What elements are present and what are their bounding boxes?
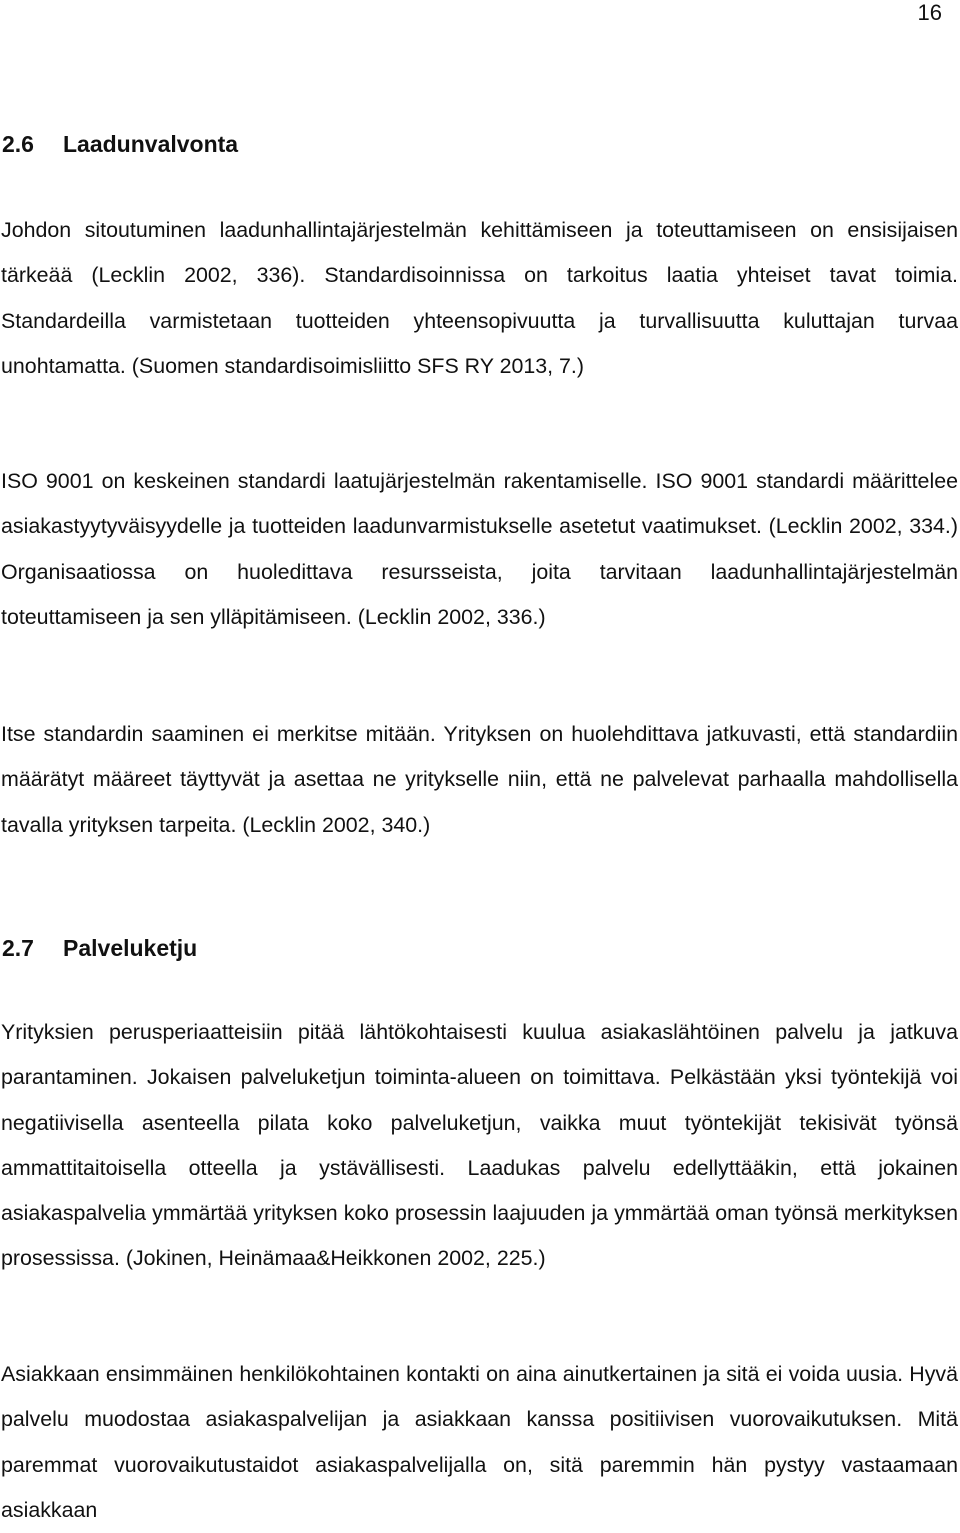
page-number: 16: [917, 0, 942, 25]
section-heading-laadunvalvonta: [2, 129, 238, 159]
paragraph: Johdon sitoutuminen laadunhallintajärjestelmän kehittämiseen ja toteuttamiseen on ensisijaisen tärkeää (Lecklin 2002, 336). Standardisoinnissa on tarkoitus laatia yhteiset tavat toimia. Standardeilla varmistetaan tuotteiden yhteensopivuutta ja turvallisuutta kuluttajan turvaa unohtamatta. (Suomen standardisoimisliitto SFS RY 2013, 7.): [1, 218, 958, 378]
section-number: 2.6: [2, 131, 34, 157]
paragraph: Asiakkaan ensimmäinen henkilökohtainen kontakti on aina ainutkertainen ja sitä ei voida uusia. Hyvä palvelu muodostaa asiakaspalvelijan ja asiakkaan kanssa positiivisen vuorovaikutuksen. Mitä paremmat vuorovaikutustaidot asiakaspalvelijalla on, sitä paremmin hän pystyy vastaamaan asiakkaan: [1, 1362, 958, 1522]
section-number: 2.7: [2, 935, 34, 961]
paragraph: Itse standardin saaminen ei merkitse mitään. Yrityksen on huolehdittava jatkuvasti, että standardiin määrätyt määreet täyttyvät ja asettaa ne yritykselle niin, että ne palvelevat parhaalla mahdollisella tavalla yrityksen tarpeita. (Lecklin 2002, 340.): [1, 722, 958, 837]
section-title: Laadunvalvonta: [63, 131, 239, 157]
section-heading-palveluketju: [2, 933, 197, 963]
paragraph: ISO 9001 on keskeinen standardi laatujärjestelmän rakentamiselle. ISO 9001 standardi määrittelee asiakastyytyväisyydelle ja tuotteiden laadunvarmistukselle asetetut vaatimukset. (Lecklin 2002, 334.) Organisaatiossa on huoledittava resursseista, joita tarvitaan laadunhallintajärjestelmän toteuttamiseen ja sen ylläpitämiseen. (Lecklin 2002, 336.): [1, 469, 958, 629]
section-title: Palveluketju: [63, 935, 198, 961]
paragraph: Yrityksien perusperiaatteisiin pitää lähtökohtaisesti kuulua asiakaslähtöinen palvelu ja jatkuva parantaminen. Jokaisen palveluketjun toiminta-alueen on toimittava. Pelkästään yksi työntekijä voi negatiivisella asenteella pilata koko palveluketjun, vaikka muut työntekijät tekisivät työnsä ammattitaitoisella otteella ja ystävällisesti. Laadukas palvelu edellyttääkin, että jokainen asiakaspalvelia ymmärtää yrityksen koko prosessin laajuuden ja ymmärtää oman työnsä merkityksen prosessissa. (Jokinen, Heinämaa&Heikkonen 2002, 225.): [1, 1020, 958, 1271]
